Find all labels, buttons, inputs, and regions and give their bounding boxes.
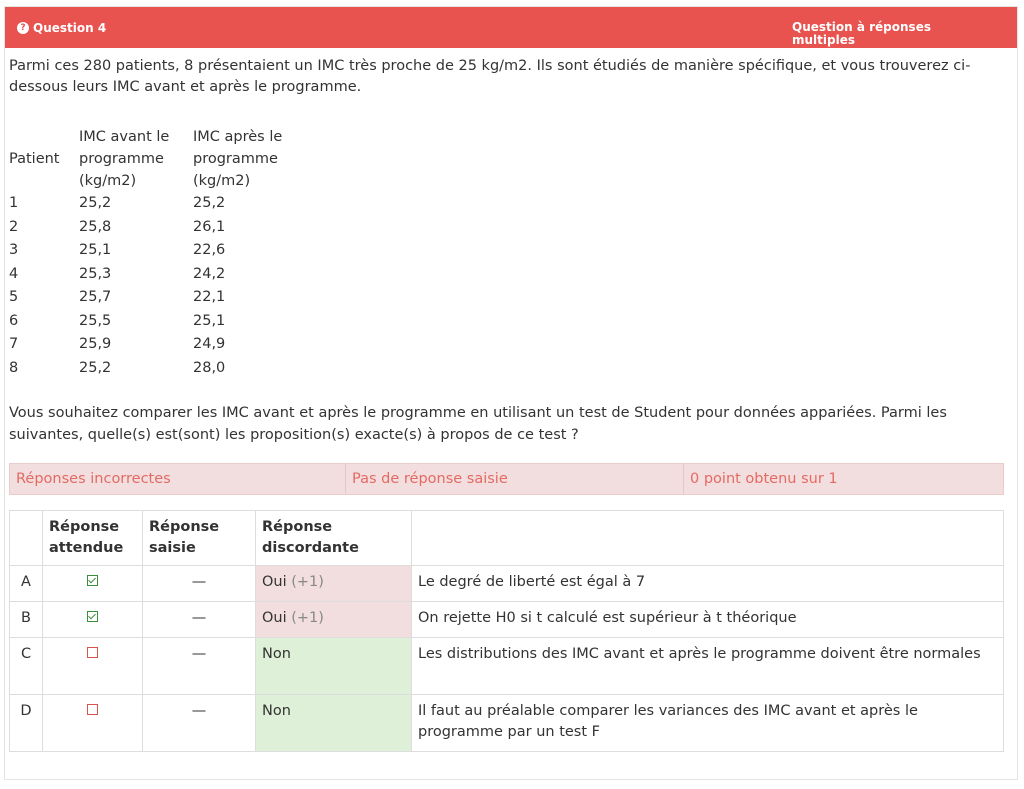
discordant-cell: Non [256,638,412,695]
discordant-cell: Oui (+1) [256,566,412,602]
table-row [10,602,1004,638]
table-row: 5 25,7 22,1 [9,289,226,305]
proposition-text: Les distributions des IMC avant et après le programme doivent être normales [412,638,1004,695]
proposition-text: On rejette H0 si t calculé est supérieur à t théorique [412,602,1004,638]
table-row: 1 25,2 25,2 [9,195,226,211]
given-cell: — [143,602,256,638]
checked-checkbox-icon [87,575,98,586]
proposition-text: Il faut au préalable comparer les variances des IMC avant et après le programme par un test F [412,695,1004,752]
result-bar [9,463,1004,495]
question-type-line1: Question à réponses [792,20,931,34]
bmi-header-before: IMC avant le programme (kg/m2) [79,129,170,189]
expected-cell [43,638,143,695]
result-score: 0 point obtenu sur 1 [690,471,838,487]
question-title [17,21,106,35]
expected-cell [43,602,143,638]
row-letter: A [10,566,43,602]
row-letter: B [10,602,43,638]
bmi-header-after: IMC après le programme (kg/m2) [193,129,283,189]
expected-cell [43,566,143,602]
answers-table [9,510,1004,752]
checked-checkbox-icon [87,611,98,622]
table-row: 4 25,3 24,2 [9,265,226,282]
row-letter: D [10,695,43,752]
unchecked-checkbox-icon [87,647,98,658]
table-row: 2 25,8 26,1 [9,218,226,235]
question-mark-icon: ? [17,22,29,34]
table-row [10,638,1004,695]
row-letter: C [10,638,43,695]
table-row [10,695,1004,752]
table-row: 7 25,9 24,9 [9,336,226,352]
header-discordant: Réponse discordante [256,511,412,566]
bmi-table [9,126,303,380]
header-given: Réponse saisie [143,511,256,566]
question-text: Vous souhaitez comparer les IMC avant et après le programme en utilisant un test de Student pour données appariées. Parmi les suivantes, quelle(s) est(sont) les proposition(s) exacte(s) à propos de ce test ? [9,405,947,443]
header-letter [10,511,43,566]
bmi-header-patient: Patient [9,151,60,167]
header-expected: Réponse attendue [43,511,143,566]
header-proposition [412,511,1004,566]
unchecked-checkbox-icon [87,704,98,715]
expected-cell [43,695,143,752]
table-row: 6 25,5 25,1 [9,312,226,329]
question-type [792,21,982,47]
proposition-text: Le degré de liberté est égal à 7 [412,566,1004,602]
given-cell: — [143,695,256,752]
table-row: 3 25,1 22,6 [9,242,226,258]
table-row [10,566,1004,602]
discordant-cell: Oui (+1) [256,602,412,638]
question-number: Question 4 [33,21,107,35]
given-cell: — [143,566,256,602]
table-row: 8 25,2 28,0 [9,359,226,376]
intro-text: Parmi ces 280 patients, 8 présentaient un IMC très proche de 25 kg/m2. Ils sont étudiés de manière spécifique, et vous trouverez ci-dessous leurs IMC avant et après le programme. [9,58,971,95]
question-type-line2: multiples [792,33,855,47]
result-status: Réponses incorrectes [10,464,346,494]
given-cell: — [143,638,256,695]
question-header [5,7,1017,48]
discordant-cell: Non [256,695,412,752]
result-input: Pas de réponse saisie [346,464,684,494]
